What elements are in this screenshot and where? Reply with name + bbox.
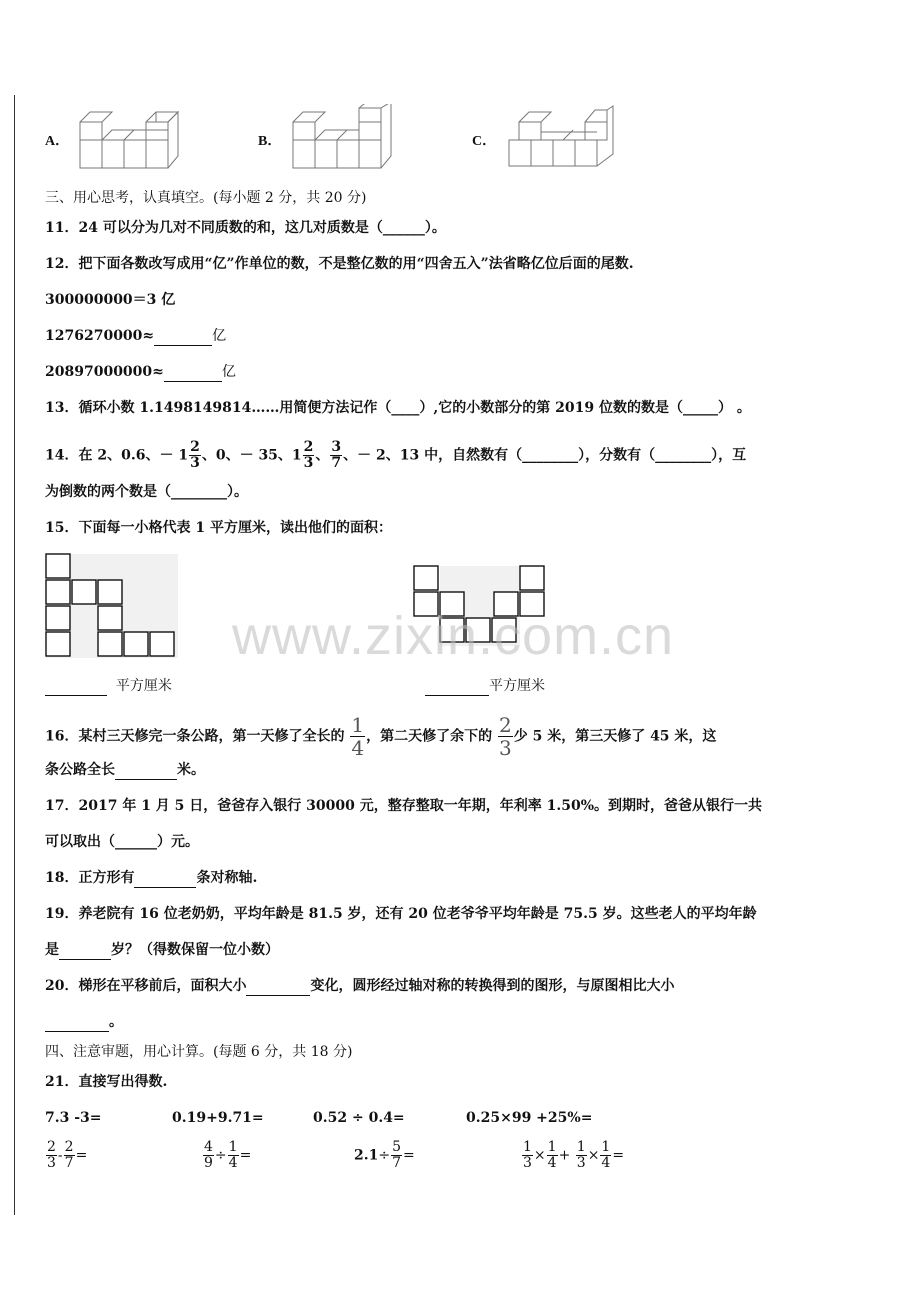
q15-blank-right[interactable] xyxy=(425,695,489,696)
q16-blank[interactable] xyxy=(115,779,177,780)
q14-text-pre: 14．在 2、0.6、－ 1 xyxy=(45,447,189,464)
calc-6: $\frac{4}{9}$ ÷ $\frac{1}{4}$ = xyxy=(204,1139,252,1171)
question-14 xyxy=(45,440,746,471)
q14-fraction-2: $\frac{2}{3}$ xyxy=(303,439,314,471)
q12-b-blank[interactable] xyxy=(154,345,212,346)
q18-blank[interactable] xyxy=(134,887,196,888)
question-11: 11．24 可以分为几对不同质数的和，这几对质数是（______）。 xyxy=(45,220,446,236)
calc-7: 2.1÷ $\frac{5}{7}$ = xyxy=(354,1139,415,1171)
q14-text-post: 、－ 2、13 中，自然数有（________），分数有（________），互 xyxy=(343,447,747,464)
question-12-a: 300000000＝3 亿 xyxy=(45,292,176,308)
calc-6-frac-2: $\frac{1}{4}$ xyxy=(228,1139,238,1171)
watermark: www.zixin.com.cn xyxy=(232,606,675,666)
question-17-line2: 可以取出（______）元。 xyxy=(45,834,199,850)
calc-8-frac-2: $\frac{1}{4}$ xyxy=(547,1139,557,1171)
calc-3: 0.52 ÷ 0.4= xyxy=(313,1110,405,1126)
calc-4: 0.25×99 +25%= xyxy=(466,1110,593,1126)
q15-answer-left xyxy=(45,676,172,696)
calc-2: 0.19+9.71= xyxy=(172,1110,264,1126)
q12-c-number: 20897000000≈ xyxy=(45,364,164,380)
q12-b-unit: 亿 xyxy=(212,328,227,344)
q18-text-a: 18．正方形有 xyxy=(45,870,135,886)
calc-8-frac-1: $\frac{1}{3}$ xyxy=(523,1139,532,1171)
option-c-label: C． xyxy=(472,134,497,149)
q16-text-mid: ，第二天修了余下的 xyxy=(366,728,493,745)
question-19: 19．养老院有 16 位老奶奶，平均年龄是 81.5 岁，还有 20 位老爷爷平均年龄是 75.5 岁。这些老人的平均年龄 xyxy=(45,906,757,922)
question-12-c xyxy=(45,362,236,382)
q20-blank-2[interactable] xyxy=(45,1031,109,1032)
question-16 xyxy=(45,714,716,759)
question-14-line2: 为倒数的两个数是（________）。 xyxy=(45,484,248,500)
q20-end: 。 xyxy=(109,1014,123,1030)
q12-c-unit: 亿 xyxy=(221,364,236,380)
question-17: 17．2017 年 1 月 5 日，爸爸存入银行 30000 元，整存整取一年期，年利率 1.50%。到期时，爸爸从银行一共 xyxy=(45,798,763,814)
section-3-heading: 三、用心思考，认真填空。(每小题 2 分，共 20 分) xyxy=(45,190,367,206)
option-c-figure xyxy=(507,102,617,170)
q15-blank-left[interactable] xyxy=(45,695,107,696)
question-20-line2 xyxy=(45,1012,123,1032)
q16-line2-a: 条公路全长 xyxy=(45,762,115,778)
q15-answer-right xyxy=(425,676,545,696)
q12-b-number: 1276270000≈ xyxy=(45,328,155,344)
q16-fraction-2: $\frac{2}{3}$ xyxy=(498,713,512,760)
q15-unit-right: 平方厘米 xyxy=(489,678,545,694)
question-13: 13．循环小数 1.1498149814……用简便方法记作（____）,它的小数部分的第 2019 位数的数是（_____） 。 xyxy=(45,400,751,416)
q18-text-b: 条对称轴. xyxy=(196,870,258,886)
q16-text-post: 少 5 米，第三天修了 45 米，这 xyxy=(513,728,717,745)
q15-unit-left: 平方厘米 xyxy=(115,678,172,694)
calc-5-frac-1: $\frac{2}{3}$ xyxy=(47,1139,56,1171)
margin-rule xyxy=(14,95,15,1215)
option-a-label: A． xyxy=(45,134,70,149)
question-18 xyxy=(45,868,257,888)
calc-5: $\frac{2}{3}$ - $\frac{2}{7}$ = xyxy=(47,1139,88,1171)
question-15: 15．下面每一小格代表 1 平方厘米，读出他们的面积： xyxy=(45,520,392,536)
q19-blank[interactable] xyxy=(59,959,111,960)
q16-text-pre: 16．某村三天修完一条公路，第一天修了全长的 xyxy=(45,728,345,745)
q20-text-b: 变化，圆形经过轴对称的转换得到的图形，与原图相比大小 xyxy=(310,978,675,994)
q14-fraction-3: $\frac{3}{7}$ xyxy=(331,439,342,471)
question-12: 12．把下面各数改写成用“亿”作单位的数，不是整亿数的用“四舍五入”法省略亿位后面的尾数. xyxy=(45,256,634,272)
q19-text-a: 是 xyxy=(45,942,59,958)
question-19-line2 xyxy=(45,940,279,960)
option-b-figure xyxy=(291,104,401,172)
question-16-line2 xyxy=(45,760,205,780)
q15-grid-figure-left xyxy=(44,552,180,660)
option-a-figure xyxy=(78,104,188,172)
calc-6-frac-1: $\frac{4}{9}$ xyxy=(204,1139,213,1171)
q16-fraction-1: $\frac{1}{4}$ xyxy=(351,713,365,760)
q14-text-mid2: 、 xyxy=(315,447,330,464)
q16-line2-b: 米。 xyxy=(177,762,205,778)
q14-fraction-1: $\frac{2}{3}$ xyxy=(190,439,200,471)
calc-7-frac: $\frac{5}{7}$ xyxy=(392,1139,402,1171)
calc-8: $\frac{1}{3}$ × $\frac{1}{4}$ + $\frac{1}{3}$ × $\frac{1}{4}$ = xyxy=(523,1139,625,1171)
q12-c-blank[interactable] xyxy=(164,381,222,382)
q19-text-b: 岁？（得数保留一位小数） xyxy=(111,942,279,958)
question-12-b xyxy=(45,326,226,346)
calc-5-frac-2: $\frac{2}{7}$ xyxy=(64,1139,74,1171)
section-4-heading: 四、注意审题，用心计算。(每题 6 分，共 18 分) xyxy=(45,1044,353,1060)
q20-text-a: 20．梯形在平移前后，面积大小 xyxy=(45,978,247,994)
question-21: 21．直接写出得数. xyxy=(45,1074,168,1090)
q20-blank-1[interactable] xyxy=(246,995,310,996)
calc-8-frac-3: $\frac{1}{3}$ xyxy=(576,1139,586,1171)
calc-1: 7.3 -3= xyxy=(45,1110,102,1126)
q14-text-mid1: 、0、－ 35、1 xyxy=(201,447,302,464)
option-b-label: B． xyxy=(258,134,282,149)
calc-8-frac-4: $\frac{1}{4}$ xyxy=(601,1139,611,1171)
question-20 xyxy=(45,976,674,996)
